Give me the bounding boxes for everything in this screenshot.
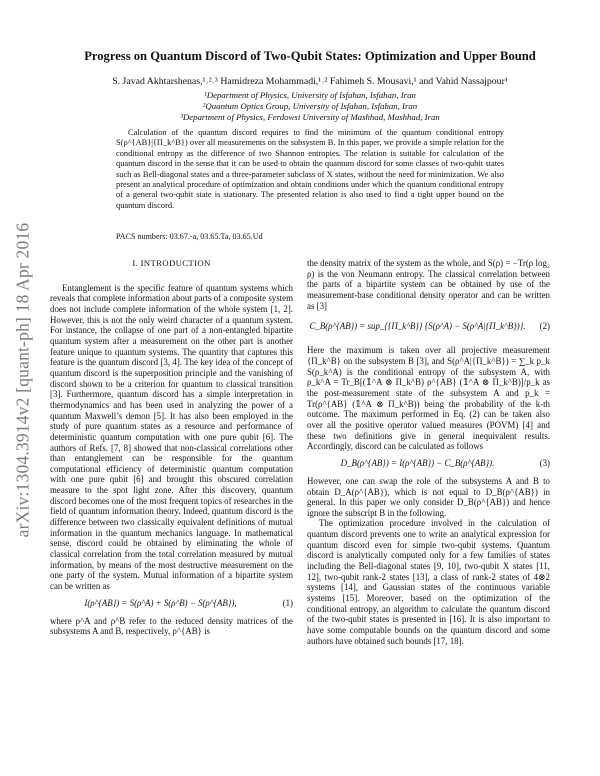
equation-2 bbox=[307, 311, 550, 345]
paper-title: Progress on Quantum Discord of Two-Qubit States: Optimization and Upper Bound bbox=[84, 49, 536, 63]
equation-3 bbox=[307, 452, 550, 476]
right-paragraph-1: the density matrix of the system as the whole, and S(ρ) = −Tr(ρ log₂ ρ) is the von Neumann entropy. The classical correlation between the parts of a bipartite system can be obtained by use of the measurement-base conditional density operator and can be written as [3] bbox=[307, 258, 550, 311]
equation-2-number: (2) bbox=[539, 321, 550, 332]
equation-2-body: C_B(ρ^{AB}) = sup_{{Π_k^B}} {S(ρ^A) − S(ρ^A|{Π_k^B})}. bbox=[309, 321, 526, 332]
intro-paragraph-1: Entanglement is the specific feature of quantum systems which reveals that complete information about parts of a composite system does not include complete information of the whole system [1, 2]. However, this is not the only weird character of a quantum system. For instance, the collapse of one part of a non-entangled bipartite quantum system after a measurement on the other part is another feature unique to quantum systems. The quantity that captures this feature is the quantum discord [3, 4]. The key idea of the concept of quantum discord is the superposition principle and the vanishing of discord shown to be a criterion for quantum to classical transition [3]. Furthermore, quantum discord has a simple interpretation in thermodynamics and has been used in analyzing the power of a quantum Maxwell’s demon [5]. It has also been employed in the study of pure quantum states as a resource and performance of deterministic quantum computation with one pure qubit [6]. The authors of Refs. [7, 8] showed that non-classical correlations other than entanglement can be responsible for the quantum computational efficiency of deterministic quantum computation with one pure qubit [6] and brought this obscured correlation measure to the spot light zone. After this discovery, quantum discord becomes one of the most frequent topics of researches in the field of quantum information theory. Indeed, quantum discord is the difference between two classically equivalent definitions of mutual information in the quantum mechanics language. In mathematical sense, discord could be obtained by eliminating the whole of classical correlation from the total correlation measured by mutual information, by means of the most destructive measurement on the one party of the system. Mutual information of a bipartite system can be written as bbox=[50, 282, 293, 592]
equation-1-body: I(ρ^{AB}) = S(ρ^A) + S(ρ^B) − S(ρ^{AB}), bbox=[84, 597, 237, 608]
section-heading: I. INTRODUCTION bbox=[132, 258, 211, 268]
equation-1 bbox=[50, 592, 293, 616]
equation-3-body: D_B(ρ^{AB}) = I(ρ^{AB}) − C_B(ρ^{AB}). bbox=[340, 457, 495, 468]
right-column bbox=[307, 258, 550, 646]
right-paragraph-2: Here the maximum is taken over all projective measurement {Π_k^B} on the subsystem B [3], and S(ρ^A|{Π_k^B}) = ∑_k p_k S(ρ_k^A) is the conditional entropy of the subsystem A, with ρ_k^A = Tr_B[(𝟙^A ⊗ Π_k^B) ρ^{AB} (𝟙^A ⊗ Π_k^B)]/p_k as the post-measurement state of the subsystem A and p_k = Tr(ρ^{AB} (𝟙^A ⊗ Π_k^B)) being the probability of the k-th outcome. The maximum performed in Eq. (2) can be taken also over all the positive operator valued measures (POVM) [4] and these two definitions give in general inequivalent results. Accordingly, discord can be calculated as follows bbox=[307, 345, 550, 452]
arxiv-stamp-text: arXiv:1304.3914v2 [quant-ph] 18 Apr 2016 bbox=[12, 222, 33, 538]
affiliation-3: ³Department of Physics, Ferdowsi University of Mashhad, Mashhad, Iran bbox=[180, 112, 440, 122]
left-column bbox=[50, 258, 293, 637]
abstract: Calculation of the quantum discord requires to find the minimum of the quantum conditional entropy S(ρ^{AB}|{Π_k^B}) over all measurements on the subsystem B. In this paper, we provide a simple relation for the conditional entropy as the difference of two Shannon entropies. The relation is suitable for calculation of the quantum discord in the sense that it can be used to obtain the quantum discord for some classes of two-qubit states such as Bell-diagonal states and a three-parameter subclass of X states, without the need for minimization. We also present an analytical procedure of optimization and obtain conditions under which the quantum conditional entropy of a general two-qubit state is stationary. The presented relation is also used to find a tight upper bound on the quantum discord. bbox=[116, 128, 504, 210]
author-list: S. Javad Akhtarshenas,¹˒²˒³ Hamidreza Mohammadi,¹˒² Fahimeh S. Mousavi,¹ and Vahid Nassajpour¹ bbox=[112, 76, 508, 87]
affiliation-2: ²Quantum Optics Group, University of Isfahan, Isfahan, Iran bbox=[202, 101, 418, 111]
arxiv-stamp bbox=[10, 200, 36, 560]
right-paragraph-4: The optimization procedure involved in the calculation of quantum discord prevents one to write an analytical expression for quantum discord even for simple two-qubit systems. Quantum discord is analytically computed only for a few families of states including the Bell-diagonal states [9, 10], two-qubit X states [11, 12], two-qubit rank-2 states [13], a class of rank-2 states of 4⊗2 systems [14], and Gaussian states of the continuous variable systems [15]. Moreover, based on the optimization of the conditional entropy, an algorithm to calculate the quantum discord of the two-qubit states is presented in [16]. It is also important to have some computable bounds on the quantum discord and some authors have obtained such bounds [17, 18]. bbox=[307, 518, 550, 646]
intro-paragraph-2: where ρ^A and ρ^B refer to the reduced density matrices of the subsystems A and B, respectively, ρ^{AB} is bbox=[50, 615, 293, 637]
pacs-numbers: PACS numbers: 03.67.-a, 03.65.Ta, 03.65.Ud bbox=[116, 232, 263, 241]
equation-1-number: (1) bbox=[282, 597, 293, 608]
affiliation-1: ¹Department of Physics, University of Isfahan, Isfahan, Iran bbox=[204, 90, 416, 100]
equation-3-number: (3) bbox=[539, 457, 550, 468]
right-paragraph-3: However, one can swap the role of the subsystems A and B to obtain D_A(ρ^{AB}), which is not equal to D_B(ρ^{AB}) in general. In this paper we only consider D_B(ρ^{AB}) and hence ignore the subscript B in the following. bbox=[307, 475, 550, 518]
